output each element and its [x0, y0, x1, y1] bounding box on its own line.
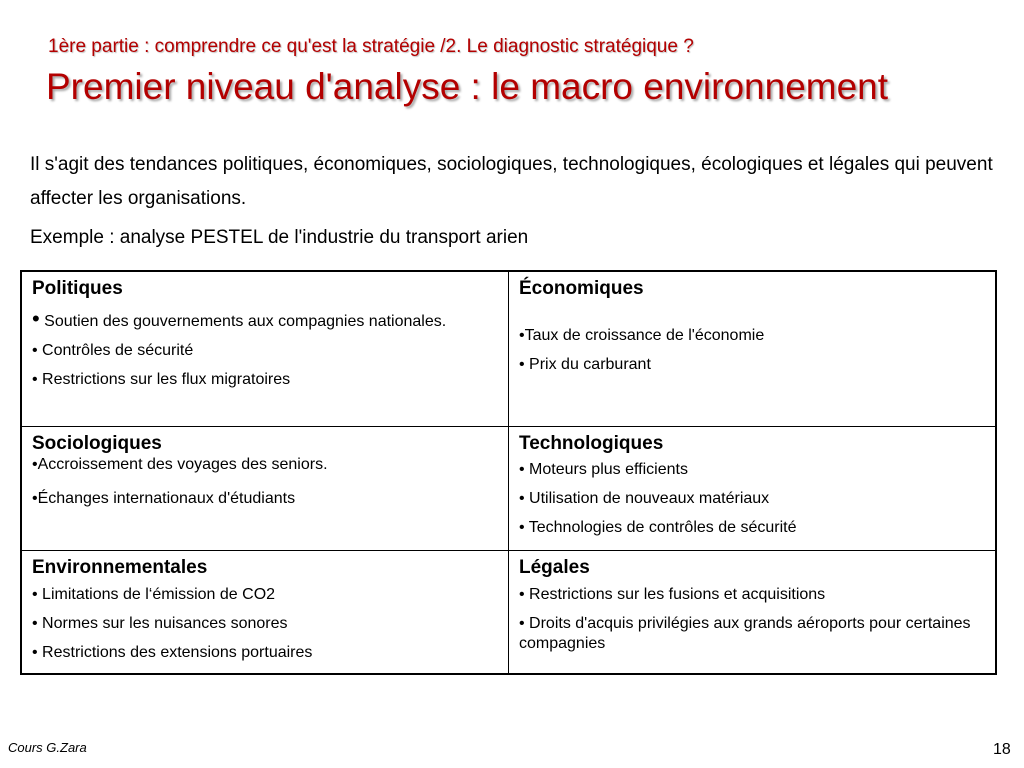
cell-politiques: [21, 271, 509, 426]
list-item: • Prix du carburant: [519, 356, 651, 373]
footer-author: Cours G.Zara: [8, 740, 87, 755]
list-item: • Utilisation de nouveaux matériaux: [519, 489, 770, 507]
list-item: •Échanges internationaux d'étudiants: [32, 489, 296, 507]
intro-text: Il s'agit des tendances politiques, économiques, sociologiques, technologiques, écologiques et légales qui peuvent affecter les organisations.: [30, 154, 993, 209]
category-heading: Légales: [519, 556, 590, 578]
category-heading: Sociologiques: [32, 432, 162, 454]
list-item: • Restrictions sur les flux migratoires: [32, 371, 291, 388]
list-item: • Droits d'acquis privilégies aux grands aéroports pour certaines compagnies: [519, 614, 971, 652]
cell-sociologiques: [21, 426, 509, 550]
cell-legales: [509, 550, 997, 674]
list-item: • Technologies de contrôles de sécurité: [519, 518, 797, 536]
bullet-icon: •: [32, 306, 40, 331]
list-item: • Restrictions des extensions portuaires: [32, 643, 313, 661]
list-item: • Restrictions sur les fusions et acquisitions: [519, 585, 826, 603]
list-item: [32, 306, 498, 332]
list-item: •Accroissement des voyages des seniors.: [32, 455, 328, 473]
category-heading: Technologiques: [519, 432, 664, 454]
list-item: •Taux de croissance de l'économie: [519, 327, 765, 344]
category-heading: Politiques: [32, 278, 123, 299]
table-row: [21, 550, 996, 674]
list-item-text: Soutien des gouvernements aux compagnies nationales.: [44, 313, 447, 330]
cell-environnementales: [21, 550, 509, 674]
list-item: • Normes sur les nuisances sonores: [32, 614, 288, 632]
category-heading: Environnementales: [32, 556, 208, 578]
slide-title: Premier niveau d'analyse : le macro environnement: [46, 66, 889, 107]
pestel-table: [20, 270, 997, 675]
list-item: • Contrôles de sécurité: [32, 342, 194, 359]
cell-technologiques: [509, 426, 997, 550]
list-item: • Moteurs plus efficients: [519, 460, 688, 478]
example-text: Exemple : analyse PESTEL de l'industrie du transport arien: [30, 227, 529, 248]
table-row: [21, 426, 996, 550]
cell-economiques: [509, 271, 997, 426]
category-heading: Économiques: [519, 278, 644, 299]
slide-supertitle: 1ère partie : comprendre ce qu'est la stratégie /2. Le diagnostic stratégique ?: [48, 36, 694, 57]
page-number: 18: [993, 741, 1011, 758]
table-row: [21, 271, 996, 426]
list-item: • Limitations de l‘émission de CO2: [32, 585, 276, 603]
